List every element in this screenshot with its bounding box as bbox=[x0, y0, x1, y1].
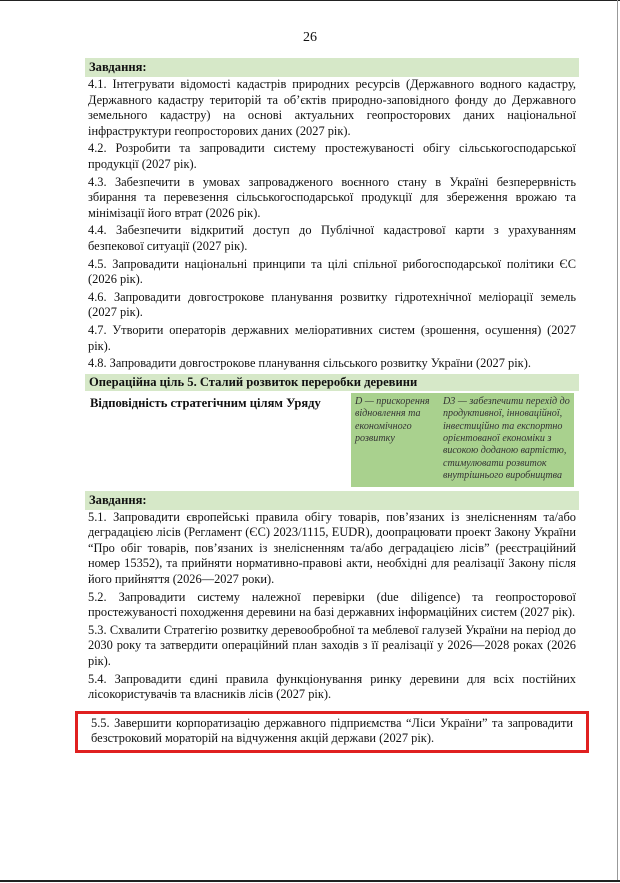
page-border-right bbox=[617, 0, 618, 880]
highlighted-task-box bbox=[75, 711, 589, 753]
highlighted-task: 5.5. Завершити корпоратизацію державного підприємства “Ліси України” та запровадити безстроковий мораторій на відчуження акцій держави (2027 рік). bbox=[91, 715, 573, 746]
task-item: 5.2. Запровадити систему належної перевірки (due diligence) та геопросторової простежуваності походження деревини на базі державних інформаційних систем (2027 рік). bbox=[88, 589, 576, 620]
strategic-goal-d: D — прискорення відновлення та економічного розвитку bbox=[355, 395, 430, 444]
task-item: 5.1. Запровадити європейські правила обігу товарів, пов’язаних із знелісненням та/або деградацією лісів (Регламент (ЄС) 2023/1115, EUDR), доопрацювати проект Закону України “Про обіг товарів, пов’язаних із знелісненням та/або деградацією лісів” (реєстраційний номер 15352), та прийняти нормативно-правові акти, необхідні для реалізації Закону після його прийняття (2026—2027 роки). bbox=[88, 509, 576, 587]
task-item: 4.8. Запровадити довгострокове планування сільського розвитку України (2027 рік). bbox=[88, 356, 531, 371]
task-list-4 bbox=[85, 77, 579, 372]
task-item: 5.3. Схвалити Стратегію розвитку деревообробної та меблевої галузей України на період до 2030 року та затвердити операційний план заходів з її реалізації у 2026—2028 роках (2026 рік). bbox=[88, 622, 576, 669]
document-body bbox=[85, 58, 579, 753]
page-border-top bbox=[0, 0, 620, 1]
strategic-alignment-row bbox=[85, 393, 579, 489]
tasks-heading: Завдання: bbox=[85, 58, 579, 77]
task-item: 5.4. Запровадити єдині правила функціонування ринку деревини для всіх постійних лісокористувачів та власників лісів (2027 рік). bbox=[88, 671, 576, 702]
task-item: 4.3. Забезпечити в умовах запровадженого воєнного стану в Україні безперервність збирання та перевезення сільськогосподарської продукції для збереження врожаю та мінімізації його втрат (2026 рік). bbox=[88, 174, 576, 220]
page-border-bottom bbox=[0, 880, 620, 882]
strategic-goal-box bbox=[351, 393, 574, 487]
alignment-label: Відповідність стратегічним цілям Уряду bbox=[90, 395, 321, 410]
operational-goal-heading: Операційна ціль 5. Сталий розвиток переробки деревини bbox=[85, 374, 579, 391]
task-item: 4.4. Забезпечити відкритий доступ до Публічної кадастрової карти з урахуванням безпекової ситуації (2027 рік). bbox=[88, 223, 576, 253]
page-number: 26 bbox=[303, 30, 317, 45]
task-list-5 bbox=[85, 510, 579, 703]
strategic-goal-d3: D3 — забезпечити перехід до продуктивної, інноваційної, інвестиційно та експортно орієнтованої економіки з високою доданою вартістю, стимулювати розвиток внутрішнього виробництва bbox=[443, 395, 570, 482]
task-item: 4.5. Запровадити національні принципи та цілі спільної рибогосподарської політики ЄС (2026 рік). bbox=[88, 256, 576, 287]
tasks-heading: Завдання: bbox=[85, 491, 579, 510]
task-item: 4.1. Інтегрувати відомості кадастрів природних ресурсів (Державного водного кадастру, Державного кадастру територій та об’єктів природно-заповідного фонду до Державного земельного кадастру) на основі актуальних геопросторових даних національної інфраструктури геопросторових даних (2027 рік). bbox=[88, 77, 576, 138]
task-item: 4.2. Розробити та запровадити систему простежуваності обігу сільськогосподарської продукції (2027 рік). bbox=[88, 141, 576, 171]
task-item: 4.6. Запровадити довгострокове планування розвитку гідротехнічної меліорації земель (2027 рік). bbox=[88, 289, 576, 320]
task-item: 4.7. Утворити операторів державних меліоративних систем (зрошення, осушення) (2027 рік). bbox=[88, 322, 576, 353]
